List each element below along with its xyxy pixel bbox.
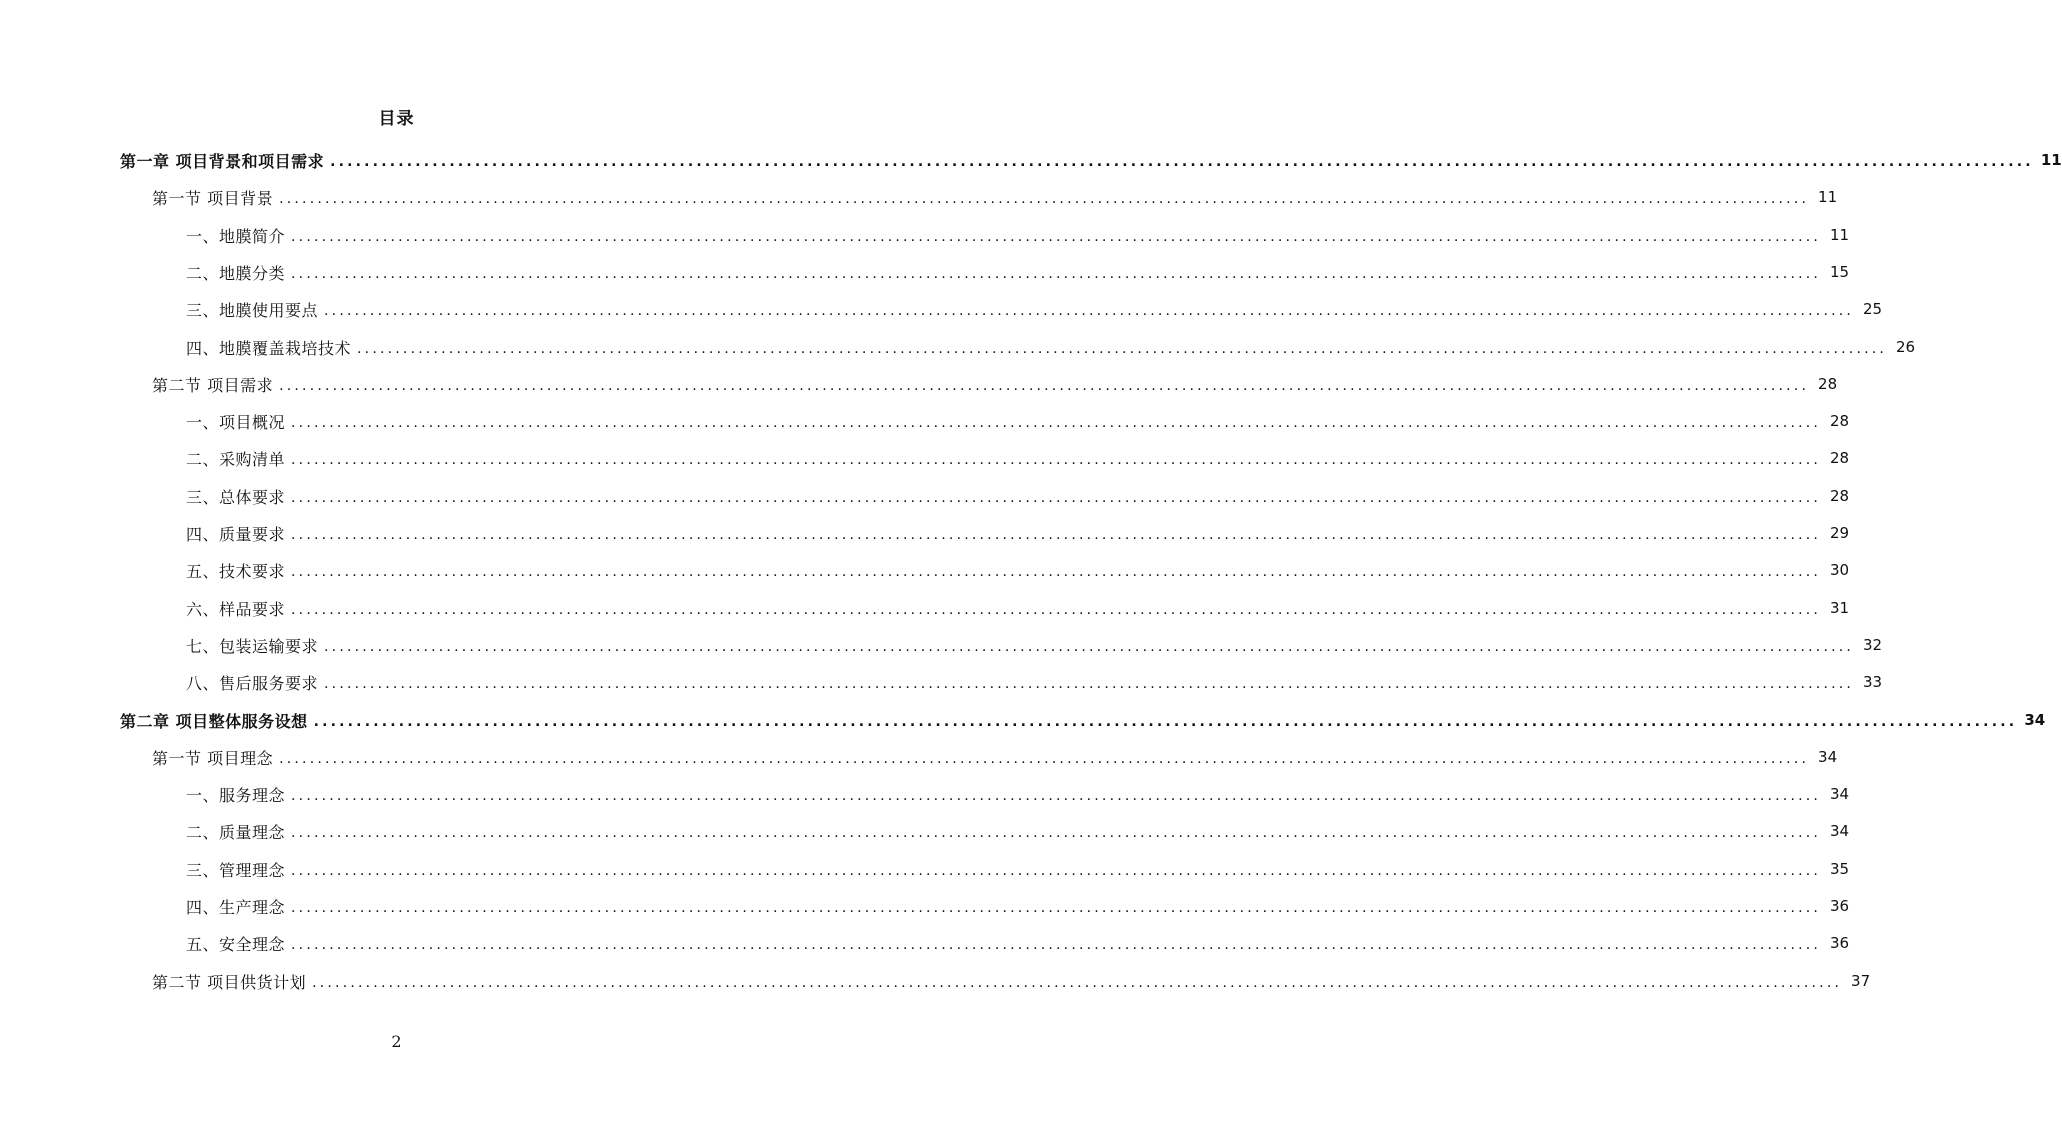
toc-entry-label: 四、地膜覆盖栽培技术 bbox=[186, 338, 352, 358]
toc-dot-leader: ........................................................................................................................................................................................................ bbox=[291, 490, 1822, 506]
toc-entry[interactable] bbox=[186, 329, 1916, 365]
toc-entry-label: 七、包装运输要求 bbox=[186, 636, 319, 656]
toc-entry-label: 二、质量理念 bbox=[186, 822, 286, 842]
toc-entry[interactable] bbox=[186, 776, 1850, 812]
toc-entry-page: 29 bbox=[1829, 524, 1850, 542]
toc-entry-page: 11 bbox=[1818, 188, 1838, 206]
toc-dot-leader: ........................................................................................................................................................................................................ bbox=[330, 154, 2034, 170]
toc-entry[interactable] bbox=[152, 179, 1838, 215]
toc-dot-leader: ........................................................................................................................................................................................................ bbox=[291, 415, 1822, 431]
toc-entry-label: 八、售后服务要求 bbox=[186, 673, 319, 693]
toc-entry[interactable] bbox=[152, 963, 1871, 999]
toc-dot-leader: ........................................................................................................................................................................................................ bbox=[324, 639, 1855, 655]
toc-entry[interactable] bbox=[186, 515, 1850, 551]
toc-entry[interactable] bbox=[120, 142, 2062, 178]
toc-entry-page: 37 bbox=[1851, 972, 1871, 990]
toc-entry[interactable] bbox=[186, 478, 1850, 514]
toc-dot-leader: ........................................................................................................................................................................................................ bbox=[324, 303, 1855, 319]
toc-dot-leader: ........................................................................................................................................................................................................ bbox=[324, 676, 1855, 692]
toc-entry-label: 二、地膜分类 bbox=[186, 263, 286, 283]
toc-dot-leader: ........................................................................................................................................................................................................ bbox=[291, 452, 1822, 468]
toc-entry-page: 34 bbox=[1829, 785, 1850, 803]
toc-dot-leader: ........................................................................................................................................................................................................ bbox=[291, 564, 1822, 580]
toc-entry-page: 33 bbox=[1862, 673, 1883, 691]
toc-entry[interactable] bbox=[186, 291, 1883, 327]
toc-entry[interactable] bbox=[186, 440, 1850, 476]
toc-entry-page: 11 bbox=[2040, 151, 2062, 169]
toc-entry-page: 36 bbox=[1829, 897, 1850, 915]
toc-entry[interactable] bbox=[120, 702, 2046, 738]
toc-entry-label: 一、服务理念 bbox=[186, 785, 286, 805]
page-title: 目录 bbox=[378, 109, 415, 129]
toc-entry-page: 28 bbox=[1829, 487, 1850, 505]
toc-entry-label: 四、质量要求 bbox=[186, 524, 286, 544]
toc-entry-label: 六、样品要求 bbox=[186, 599, 286, 619]
toc-entry[interactable] bbox=[186, 888, 1850, 924]
toc-entry-label: 三、地膜使用要点 bbox=[186, 300, 319, 320]
toc-entry-page: 36 bbox=[1829, 934, 1850, 952]
toc-entry[interactable] bbox=[186, 925, 1850, 961]
toc-dot-leader: ........................................................................................................................................................................................................ bbox=[291, 266, 1822, 282]
toc-entry[interactable] bbox=[186, 627, 1883, 663]
toc-entry-label: 第二节 项目供货计划 bbox=[152, 972, 307, 992]
toc-entry-page: 34 bbox=[1829, 822, 1850, 840]
toc-entry-page: 30 bbox=[1829, 561, 1850, 579]
toc-dot-leader: ........................................................................................................................................................................................................ bbox=[291, 825, 1822, 841]
toc-entry[interactable] bbox=[186, 851, 1850, 887]
toc-dot-leader: ........................................................................................................................................................................................................ bbox=[312, 975, 1843, 991]
toc-entry-page: 31 bbox=[1829, 599, 1850, 617]
toc-entry-page: 26 bbox=[1895, 338, 1916, 356]
toc-entry-page: 11 bbox=[1829, 226, 1850, 244]
toc-entry[interactable] bbox=[186, 403, 1850, 439]
toc-entry-page: 34 bbox=[2024, 711, 2046, 729]
toc-entry-label: 二、采购清单 bbox=[186, 449, 286, 469]
toc-entry-label: 第一节 项目背景 bbox=[152, 188, 274, 208]
toc-entry[interactable] bbox=[152, 366, 1838, 402]
toc-entry[interactable] bbox=[186, 813, 1850, 849]
toc-entry-label: 五、技术要求 bbox=[186, 561, 286, 581]
toc-entry-label: 三、总体要求 bbox=[186, 487, 286, 507]
toc-entry-page: 28 bbox=[1829, 449, 1850, 467]
toc-entry-page: 25 bbox=[1862, 300, 1883, 318]
toc-entry-page: 34 bbox=[1818, 748, 1838, 766]
toc-dot-leader: ........................................................................................................................................................................................................ bbox=[313, 714, 2018, 730]
toc-dot-leader: ........................................................................................................................................................................................................ bbox=[279, 191, 1810, 207]
toc-entry[interactable] bbox=[186, 254, 1850, 290]
toc-entry-page: 15 bbox=[1829, 263, 1850, 281]
toc-entry[interactable] bbox=[186, 664, 1883, 700]
toc-entry[interactable] bbox=[186, 217, 1850, 253]
toc-entry-label: 第一章 项目背景和项目需求 bbox=[120, 151, 325, 171]
toc-dot-leader: ........................................................................................................................................................................................................ bbox=[291, 900, 1822, 916]
toc-entry[interactable] bbox=[186, 552, 1850, 588]
toc-dot-leader: ........................................................................................................................................................................................................ bbox=[291, 937, 1822, 953]
toc-dot-leader: ........................................................................................................................................................................................................ bbox=[291, 788, 1822, 804]
toc-entry-label: 第一节 项目理念 bbox=[152, 748, 274, 768]
toc-dot-leader: ........................................................................................................................................................................................................ bbox=[291, 229, 1822, 245]
toc-entry-label: 第二章 项目整体服务设想 bbox=[120, 711, 308, 731]
page-number: 2 bbox=[391, 1032, 402, 1051]
toc-entry[interactable] bbox=[186, 590, 1850, 626]
toc-entry-page: 32 bbox=[1862, 636, 1883, 654]
toc-dot-leader: ........................................................................................................................................................................................................ bbox=[291, 527, 1822, 543]
toc-dot-leader: ........................................................................................................................................................................................................ bbox=[279, 378, 1810, 394]
toc-dot-leader: ........................................................................................................................................................................................................ bbox=[279, 751, 1810, 767]
toc-entry-label: 一、地膜简介 bbox=[186, 226, 286, 246]
toc-dot-leader: ........................................................................................................................................................................................................ bbox=[291, 602, 1822, 618]
toc-entry-label: 第二节 项目需求 bbox=[152, 375, 274, 395]
toc-entry-page: 35 bbox=[1829, 860, 1850, 878]
toc-dot-leader: ........................................................................................................................................................................................................ bbox=[291, 863, 1822, 879]
toc-entry-label: 三、管理理念 bbox=[186, 860, 286, 880]
toc-entry-label: 四、生产理念 bbox=[186, 897, 286, 917]
toc-dot-leader: ........................................................................................................................................................................................................ bbox=[357, 341, 1888, 357]
toc-entry[interactable] bbox=[152, 739, 1838, 775]
toc-entry-page: 28 bbox=[1829, 412, 1850, 430]
toc-entry-label: 五、安全理念 bbox=[186, 934, 286, 954]
toc-entry-label: 一、项目概况 bbox=[186, 412, 286, 432]
toc-entry-page: 28 bbox=[1818, 375, 1838, 393]
